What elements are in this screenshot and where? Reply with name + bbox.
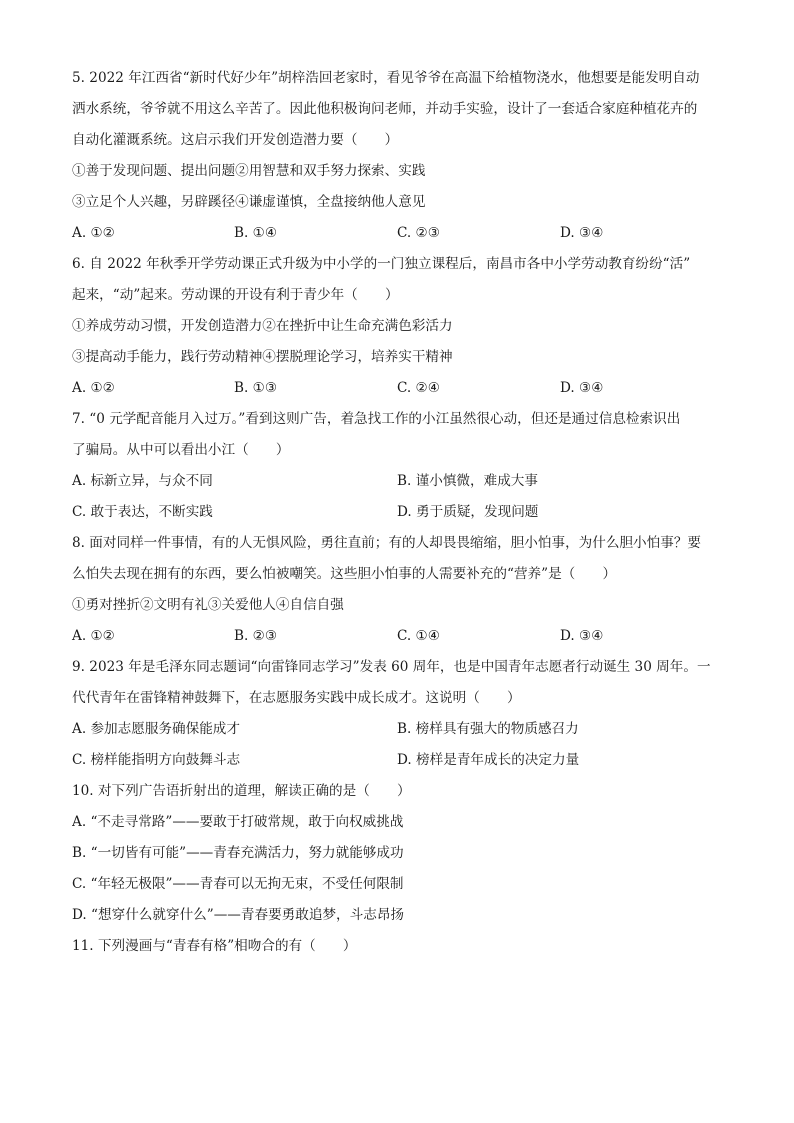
statement-line: ①勇对挫折②文明有礼③关爱他人④自信自强 <box>72 597 344 613</box>
question-stem: 代代青年在雷锋精神鼓舞下，在志愿服务实践中成长成才。这说明（ ） <box>72 690 521 706</box>
question-5 <box>72 63 732 249</box>
options-row <box>72 218 732 249</box>
option-c: C. “年轻无极限”——青春可以无拘无束，不受任何限制 <box>72 876 404 892</box>
question-stem: 11. 下列漫画与“青春有格”相吻合的有（ ） <box>72 938 357 954</box>
question-stem: 6. 自 2022 年秋季开学劳动课正式升级为中小学的一门独立课程后，南昌市各中小学劳动教育纷纷“活” <box>72 256 691 272</box>
option-a: A. ①② <box>72 380 115 396</box>
options-row <box>72 373 732 404</box>
question-stem: 5. 2022 年江西省“新时代好少年”胡梓浩回老家时，看见爷爷在高温下给植物浇水，他想要是能发明自动 <box>72 70 700 86</box>
option-b: B. 谨小慎微，难成大事 <box>397 473 538 489</box>
option-c: C. ①④ <box>397 628 440 644</box>
question-stem: 了骗局。从中可以看出小江（ ） <box>72 442 290 458</box>
question-stem: 9. 2023 年是毛泽东同志题词“向雷锋同志学习”发表 60 周年，也是中国青年志愿者行动诞生 30 周年。一 <box>72 659 711 675</box>
option-a: A. 参加志愿服务确保能成才 <box>72 721 240 737</box>
option-d: D. ③④ <box>560 380 604 396</box>
options-row <box>72 714 732 745</box>
question-stem: 7. “0 元学配音能月入过万。”看到这则广告，着急找工作的小江虽然很心动，但还是通过信息检索识出 <box>72 411 681 427</box>
question-stem: 洒水系统，爷爷就不用这么辛苦了。因此他积极询问老师，并动手实验，设计了一套适合家庭种植花卉的 <box>72 101 698 117</box>
question-stem: 起来，“动”起来。劳动课的开设有利于青少年（ ） <box>72 287 399 303</box>
question-10 <box>72 776 732 931</box>
option-d: D. ③④ <box>560 628 604 644</box>
statement-line: ③提高动手能力，践行劳动精神④摆脱理论学习，培养实干精神 <box>72 349 453 365</box>
option-c: C. 敢于表达，不断实践 <box>72 504 213 520</box>
statement-line: ③立足个人兴趣，另辟蹊径④谦虚谨慎，全盘接纳他人意见 <box>72 194 426 210</box>
question-stem: 么怕失去现在拥有的东西，要么怕被嘲笑。这些胆小怕事的人需要补充的“营养”是（ ） <box>72 566 617 582</box>
question-8 <box>72 528 732 652</box>
question-11 <box>72 931 732 962</box>
options-row <box>72 621 732 652</box>
options-row <box>72 497 732 528</box>
option-c: C. 榜样能指明方向鼓舞斗志 <box>72 752 241 768</box>
statement-line: ①养成劳动习惯，开发创造潜力②在挫折中让生命充满色彩活力 <box>72 318 453 334</box>
options-row <box>72 745 732 776</box>
statement-line: ①善于发现问题、提出问题②用智慧和双手努力探索、实践 <box>72 163 426 179</box>
option-d: D. 榜样是青年成长的决定力量 <box>397 752 580 768</box>
option-b: B. 榜样具有强大的物质感召力 <box>397 721 579 737</box>
option-b: B. “一切皆有可能”——青春充满活力，努力就能够成功 <box>72 845 404 861</box>
question-stem: 自动化灌溉系统。这启示我们开发创造潜力要（ ） <box>72 132 399 148</box>
option-a: A. ①② <box>72 628 115 644</box>
option-d: D. 勇于质疑，发现问题 <box>397 504 539 520</box>
option-c: C. ②③ <box>397 225 440 241</box>
option-a: A. “不走寻常路”——要敢于打破常规，敢于向权威挑战 <box>72 814 404 830</box>
option-b: B. ②③ <box>234 628 278 644</box>
question-6 <box>72 249 732 404</box>
option-d: D. “想穿什么就穿什么”——青春要勇敢追梦，斗志昂扬 <box>72 907 405 923</box>
option-d: D. ③④ <box>560 225 604 241</box>
option-c: C. ②④ <box>397 380 440 396</box>
option-a: A. ①② <box>72 225 115 241</box>
question-stem: 8. 面对同样一件事情，有的人无惧风险，勇往直前；有的人却畏畏缩缩，胆小怕事，为什么胆小怕事？要 <box>72 535 702 551</box>
question-9 <box>72 652 732 776</box>
options-row <box>72 466 732 497</box>
option-b: B. ①③ <box>234 380 278 396</box>
question-stem: 10. 对下列广告语折射出的道理，解读正确的是（ ） <box>72 783 411 799</box>
option-a: A. 标新立异，与众不同 <box>72 473 213 489</box>
exam-page <box>72 63 732 962</box>
question-7 <box>72 404 732 528</box>
option-b: B. ①④ <box>234 225 278 241</box>
